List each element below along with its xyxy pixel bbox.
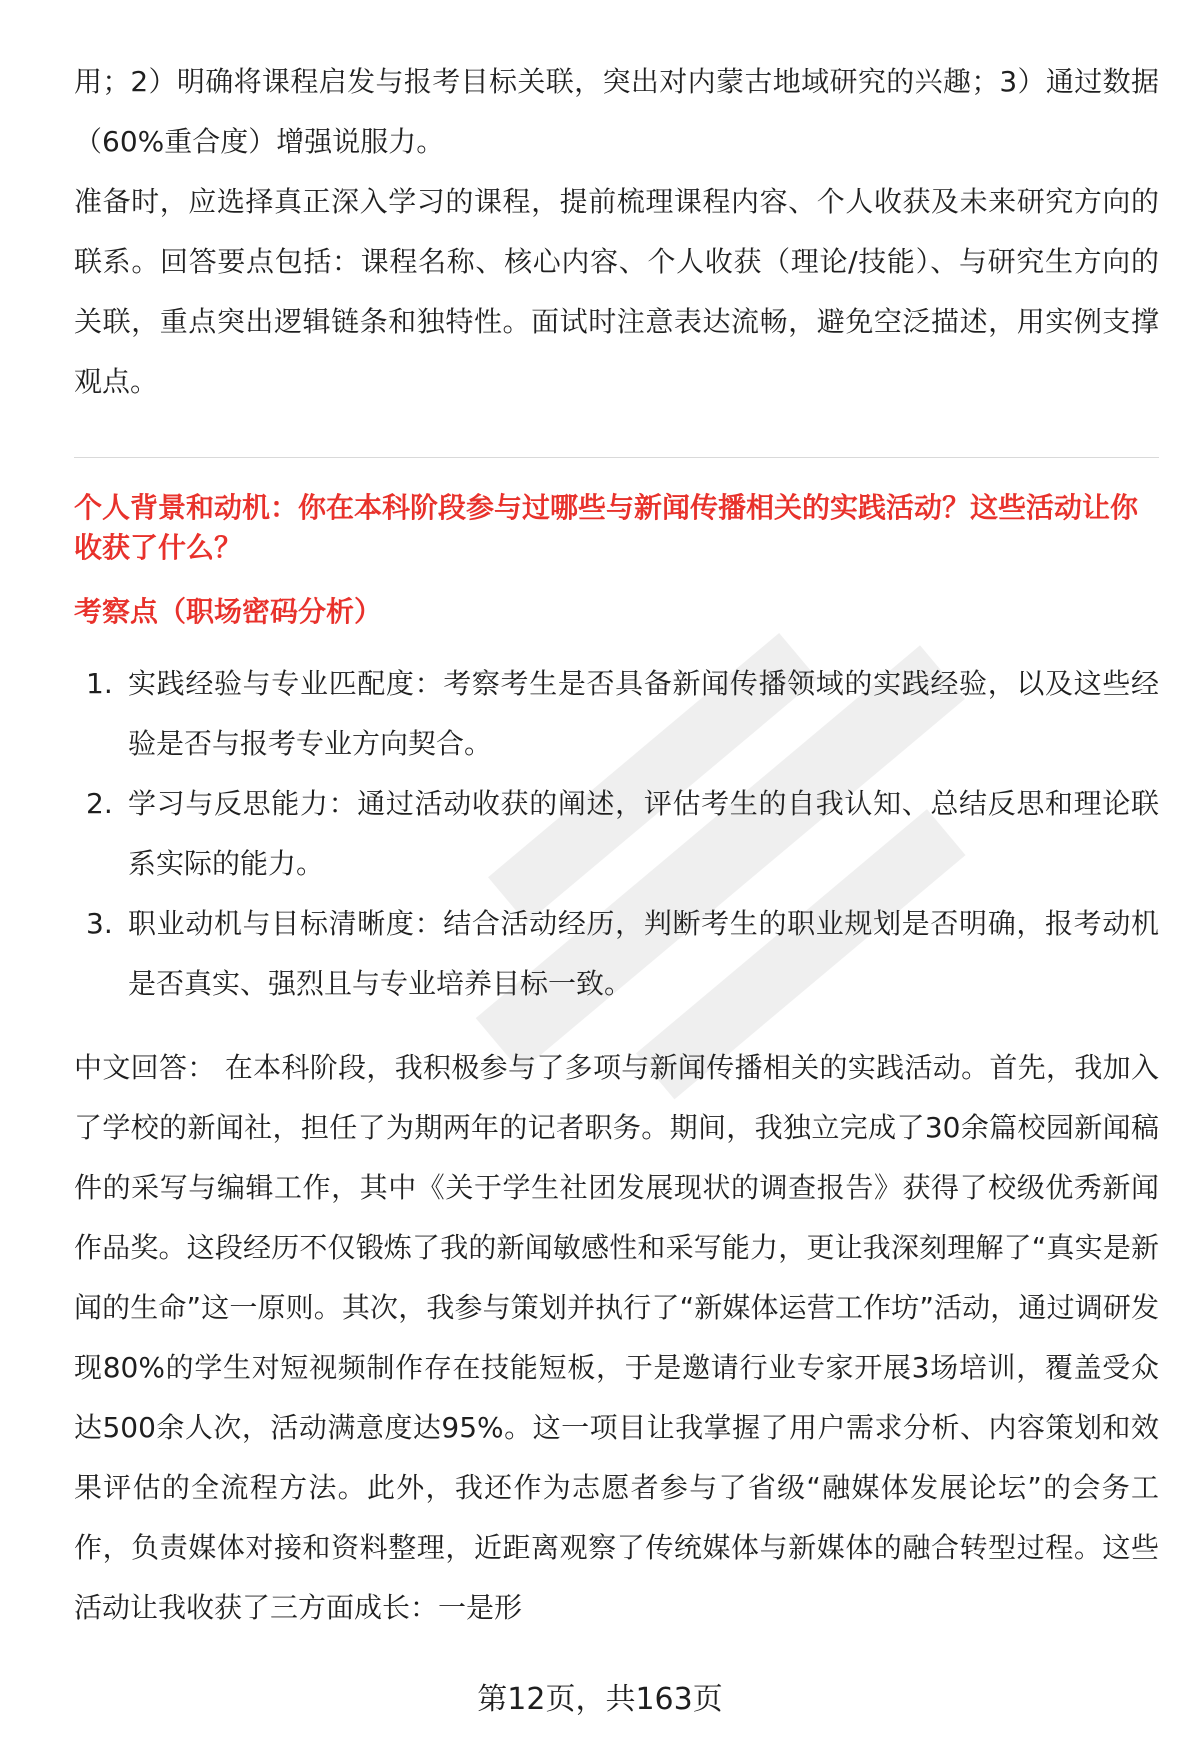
- document-page: [74, 52, 1159, 1638]
- list-item-number: 3.: [86, 907, 113, 940]
- list-item-number: 1.: [86, 667, 113, 700]
- intro-paragraph-2: 准备时，应选择真正深入学习的课程，提前梳理课程内容、个人收获及未来研究方向的联系。回答要点包括：课程名称、核心内容、个人收获（理论/技能）、与研究生方向的关联，重点突出逻辑链条和独特性。面试时注意表达流畅，避免空泛描述，用实例支撑观点。: [74, 185, 1159, 398]
- section-divider: [74, 457, 1159, 458]
- list-item-text: 职业动机与目标清晰度：结合活动经历，判断考生的职业规划是否明确，报考动机是否真实、强烈且与专业培养目标一致。: [128, 907, 1159, 1000]
- answer-paragraph: 中文回答： 在本科阶段，我积极参与了多项与新闻传播相关的实践活动。首先，我加入了学校的新闻社，担任了为期两年的记者职务。期间，我独立完成了30余篇校园新闻稿件的采写与编辑工作，其中《关于学生社团发展现状的调查报告》获得了校级优秀新闻作品奖。这段经历不仅锻炼了我的新闻敏感性和采写能力，更让我深刻理解了“真实是新闻的生命”这一原则。其次，我参与策划并执行了“新媒体运营工作坊”活动，通过调研发现80%的学生对短视频制作存在技能短板，于是邀请行业专家开展3场培训，覆盖受众达500余人次，活动满意度达95%。这一项目让我掌握了用户需求分析、内容策划和效果评估的全流程方法。此外，我还作为志愿者参与了省级“融媒体发展论坛”的会务工作，负责媒体对接和资料整理，近距离观察了传统媒体与新媒体的融合转型过程。这些活动让我收获了三方面成长：一是形: [74, 1051, 1159, 1624]
- analysis-heading: 考察点（职场密码分析）: [74, 595, 383, 628]
- list-item: [74, 774, 1159, 894]
- intro-paragraph-1: 用；2）明确将课程启发与报考目标关联，突出对内蒙古地域研究的兴趣；3）通过数据（60%重合度）增强说服力。: [74, 65, 1159, 158]
- question-heading: 个人背景和动机：你在本科阶段参与过哪些与新闻传播相关的实践活动？这些活动让你收获了什么？: [74, 491, 1139, 564]
- analysis-list: [74, 654, 1159, 1014]
- list-item: [74, 894, 1159, 1014]
- list-item: [74, 654, 1159, 774]
- list-item-text: 实践经验与专业匹配度：考察考生是否具备新闻传播领域的实践经验，以及这些经验是否与报考专业方向契合。: [128, 667, 1159, 760]
- page-number: 第12页，共163页: [477, 1682, 723, 1717]
- list-item-number: 2.: [86, 787, 113, 820]
- list-item-text: 学习与反思能力：通过活动收获的阐述，评估考生的自我认知、总结反思和理论联系实际的能力。: [128, 787, 1159, 880]
